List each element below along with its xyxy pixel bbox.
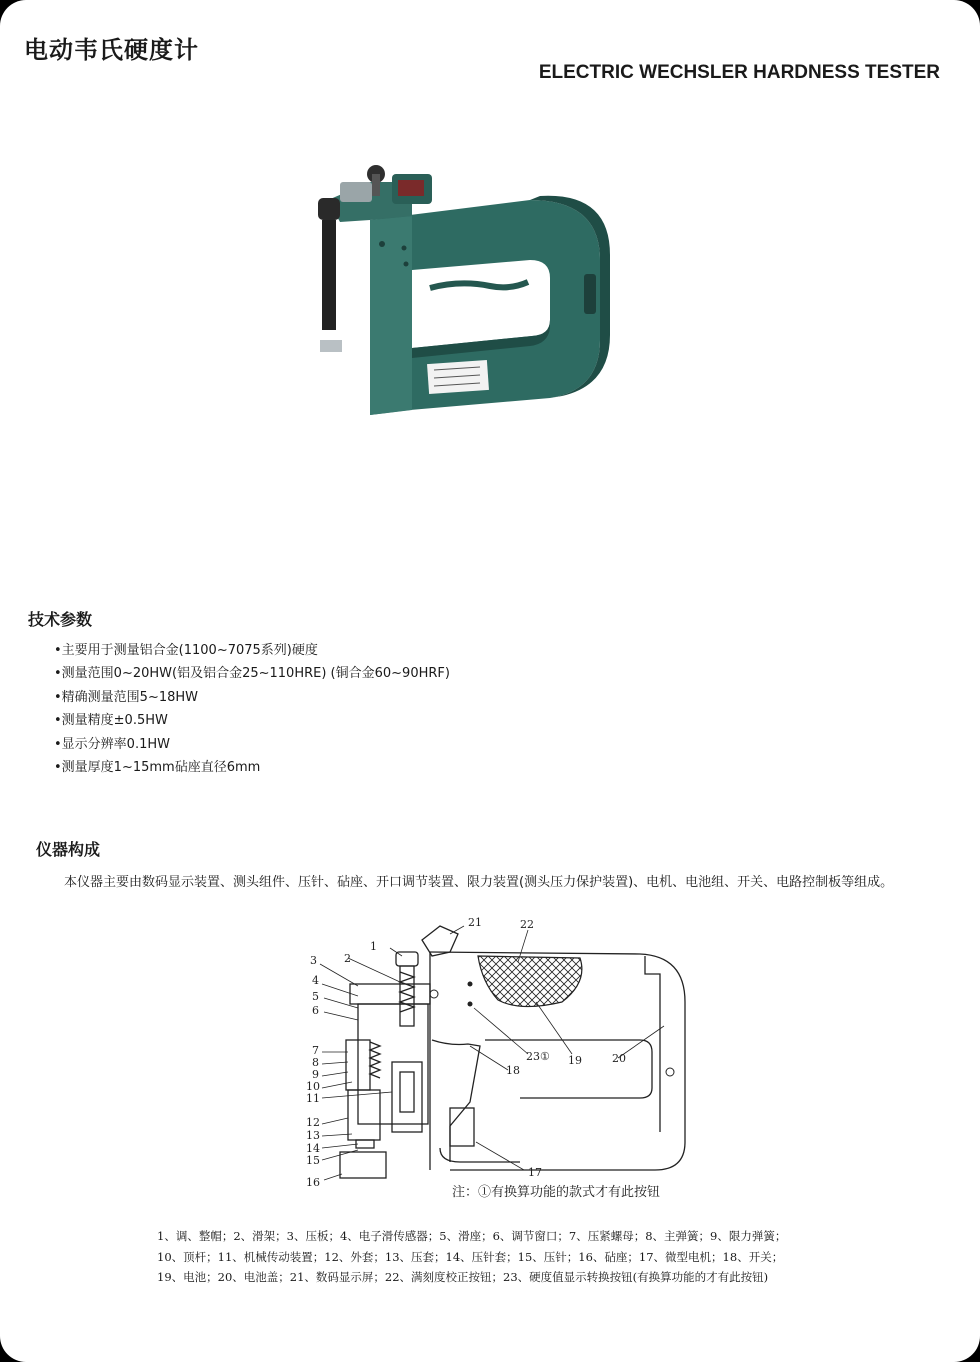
structure-paragraph: 本仪器主要由数码显示装置、测头组件、压针、砧座、开口调节装置、限力装置(测头压力保护装置)、电机、电池组、开关、电路控制板等组成。 [64, 875, 894, 890]
parts-legend [157, 1227, 786, 1289]
spec-item: •测量范围0~20HW(铝及铝合金25~110HRE) (铜合金60~90HRF) [54, 666, 450, 682]
callout-5: 5 [312, 990, 319, 1003]
spec-item: •测量精度±0.5HW [54, 713, 168, 729]
structure-heading: 仪器构成 [36, 840, 101, 859]
callout-6: 6 [312, 1004, 319, 1017]
spec-item: •主要用于测量铝合金(1100~7075系列)硬度 [54, 643, 318, 658]
page-title-cn: 电动韦氏硬度计 [24, 36, 199, 64]
callout-4: 4 [312, 974, 319, 987]
callout-19: 19 [568, 1054, 582, 1067]
callout-22: 22 [520, 918, 534, 931]
callout-21: 21 [468, 916, 482, 929]
callout-9: 9 [312, 1068, 319, 1081]
specs-list [54, 641, 450, 781]
spec-item: •显示分辨率0.1HW [54, 736, 170, 752]
callout-13: 13 [306, 1129, 320, 1142]
page-title-en: ELECTRIC WECHSLER HARDNESS TESTER [538, 62, 940, 83]
product-photo [300, 160, 610, 430]
callout-12: 12 [306, 1116, 320, 1129]
callout-23: 23① [526, 1050, 550, 1063]
spec-item: •精确测量范围5~18HW [54, 689, 199, 705]
parts-line: 10、顶杆；11、机械传动装置；12、外套；13、压套；14、压针套；15、压针；16、砧座；17、微型电机；18、开关； [157, 1249, 784, 1264]
callout-17: 17 [528, 1166, 542, 1179]
callout-2: 2 [344, 952, 351, 965]
parts-line: 1、调、整帽；2、滑架；3、压板；4、电子滑传感器；5、滑座；6、调节窗口；7、压紧螺母；8、主弹簧；9、限力弹簧； [157, 1229, 787, 1243]
callout-20: 20 [612, 1052, 626, 1065]
cross-section-diagram [300, 912, 690, 1202]
callout-3: 3 [310, 954, 317, 967]
parts-line: 19、电池；20、电池盖；21、数码显示屏；22、满刻度校正按钮；23、硬度值显示转换按钮(有换算功能的才有此按钮) [157, 1270, 769, 1284]
callout-14: 14 [306, 1142, 320, 1155]
callout-18: 18 [506, 1064, 520, 1077]
callout-1: 1 [370, 940, 377, 953]
spec-item: •测量厚度1~15mm砧座直径6mm [54, 759, 261, 775]
callout-10: 10 [306, 1080, 320, 1093]
callout-15: 15 [306, 1154, 320, 1167]
diagram-note: 注：①有换算功能的款式才有此按钮 [452, 1185, 661, 1200]
callout-8: 8 [312, 1056, 319, 1069]
callout-16: 16 [306, 1176, 320, 1189]
callout-7: 7 [312, 1044, 319, 1057]
specs-heading: 技术参数 [28, 610, 93, 629]
callout-11: 11 [306, 1092, 320, 1105]
